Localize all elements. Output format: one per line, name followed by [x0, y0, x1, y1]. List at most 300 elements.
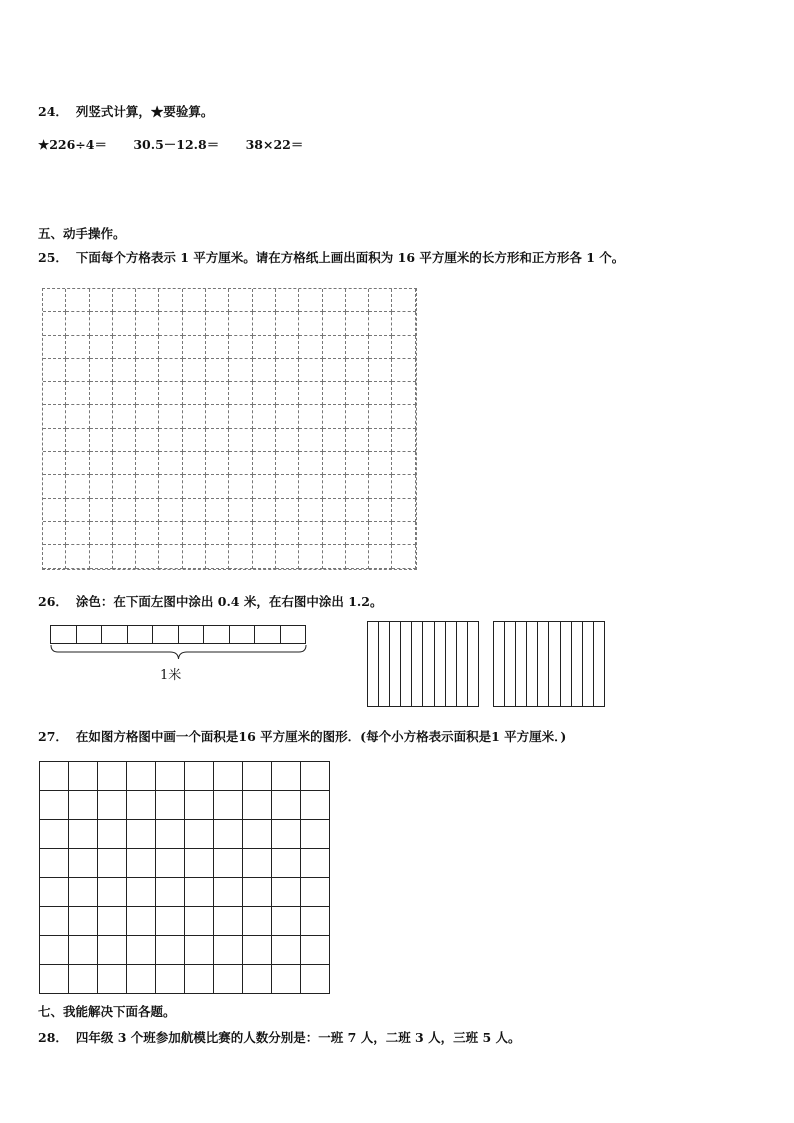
grid-cell[interactable]	[206, 336, 229, 359]
grid-cell[interactable]	[229, 382, 252, 405]
grid-cell[interactable]	[243, 965, 272, 994]
grid-cell[interactable]	[392, 499, 415, 522]
grid-cell[interactable]	[276, 429, 299, 452]
rectangle-bar[interactable]	[390, 622, 401, 706]
grid-cell[interactable]	[243, 936, 272, 965]
grid-cell[interactable]	[392, 336, 415, 359]
grid-cell[interactable]	[90, 312, 113, 335]
strip-segment[interactable]	[255, 625, 281, 644]
grid-cell[interactable]	[156, 936, 185, 965]
grid-cell[interactable]	[43, 382, 66, 405]
grid-cell[interactable]	[299, 475, 322, 498]
grid-cell[interactable]	[183, 312, 206, 335]
grid-cell[interactable]	[253, 359, 276, 382]
grid-cell[interactable]	[243, 791, 272, 820]
grid-cell[interactable]	[206, 475, 229, 498]
grid-cell[interactable]	[66, 475, 89, 498]
grid-cell[interactable]	[229, 359, 252, 382]
grid-cell[interactable]	[301, 762, 330, 791]
grid-cell[interactable]	[98, 791, 127, 820]
grid-cell[interactable]	[98, 936, 127, 965]
grid-cell[interactable]	[272, 762, 301, 791]
grid-cell[interactable]	[392, 545, 415, 568]
grid-cell[interactable]	[156, 878, 185, 907]
grid-cell[interactable]	[43, 545, 66, 568]
grid-cell[interactable]	[90, 522, 113, 545]
grid-cell[interactable]	[253, 312, 276, 335]
grid-cell[interactable]	[253, 452, 276, 475]
grid-cell[interactable]	[156, 849, 185, 878]
grid-cell[interactable]	[276, 475, 299, 498]
grid-cell[interactable]	[346, 429, 369, 452]
right-rectangle[interactable]	[493, 621, 605, 707]
grid-cell[interactable]	[301, 878, 330, 907]
grid-cell[interactable]	[127, 965, 156, 994]
grid-cell[interactable]	[183, 545, 206, 568]
grid-cell[interactable]	[323, 336, 346, 359]
grid-cell[interactable]	[66, 545, 89, 568]
grid-cell[interactable]	[90, 405, 113, 428]
grid-cell[interactable]	[183, 452, 206, 475]
rectangle-bar[interactable]	[561, 622, 572, 706]
rectangle-bar[interactable]	[583, 622, 594, 706]
grid-cell[interactable]	[243, 762, 272, 791]
rectangle-bar[interactable]	[446, 622, 457, 706]
grid-cell[interactable]	[369, 312, 392, 335]
grid-cell[interactable]	[69, 791, 98, 820]
grid-cell[interactable]	[156, 791, 185, 820]
grid-cell[interactable]	[272, 878, 301, 907]
grid-cell[interactable]	[127, 907, 156, 936]
grid-cell[interactable]	[185, 762, 214, 791]
grid-cell[interactable]	[299, 405, 322, 428]
grid-cell[interactable]	[272, 849, 301, 878]
grid-cell[interactable]	[301, 849, 330, 878]
grid-cell[interactable]	[253, 545, 276, 568]
grid-cell[interactable]	[369, 289, 392, 312]
grid-cell[interactable]	[113, 289, 136, 312]
strip-segment[interactable]	[204, 625, 230, 644]
grid-cell[interactable]	[392, 289, 415, 312]
grid-cell[interactable]	[299, 499, 322, 522]
grid-cell[interactable]	[214, 936, 243, 965]
grid-cell[interactable]	[90, 499, 113, 522]
grid-cell[interactable]	[69, 849, 98, 878]
grid-cell[interactable]	[276, 545, 299, 568]
grid-cell[interactable]	[276, 312, 299, 335]
grid-cell[interactable]	[90, 452, 113, 475]
grid-cell[interactable]	[346, 475, 369, 498]
grid-cell[interactable]	[229, 452, 252, 475]
grid-cell[interactable]	[40, 965, 69, 994]
grid-cell[interactable]	[66, 405, 89, 428]
grid-cell[interactable]	[253, 382, 276, 405]
grid-cell[interactable]	[136, 405, 159, 428]
grid-cell[interactable]	[369, 429, 392, 452]
grid-cell[interactable]	[43, 522, 66, 545]
grid-cell[interactable]	[272, 820, 301, 849]
grid-cell[interactable]	[98, 762, 127, 791]
grid-cell[interactable]	[40, 849, 69, 878]
grid-cell[interactable]	[98, 907, 127, 936]
grid-cell[interactable]	[214, 849, 243, 878]
grid-cell[interactable]	[323, 429, 346, 452]
grid-cell[interactable]	[392, 405, 415, 428]
grid-cell[interactable]	[253, 429, 276, 452]
grid-cell[interactable]	[43, 429, 66, 452]
grid-cell[interactable]	[69, 878, 98, 907]
grid-cell[interactable]	[272, 965, 301, 994]
grid-cell[interactable]	[156, 762, 185, 791]
grid-cell[interactable]	[69, 965, 98, 994]
grid-cell[interactable]	[369, 499, 392, 522]
rectangle-bar[interactable]	[435, 622, 446, 706]
rectangle-bar[interactable]	[423, 622, 434, 706]
grid-cell[interactable]	[98, 878, 127, 907]
left-rectangle[interactable]	[367, 621, 479, 707]
grid-cell[interactable]	[299, 545, 322, 568]
grid-cell[interactable]	[66, 499, 89, 522]
grid-cell[interactable]	[346, 499, 369, 522]
grid-cell[interactable]	[323, 499, 346, 522]
grid-cell[interactable]	[90, 359, 113, 382]
grid-cell[interactable]	[127, 849, 156, 878]
grid-cell[interactable]	[69, 762, 98, 791]
grid-cell[interactable]	[183, 405, 206, 428]
grid-cell[interactable]	[206, 522, 229, 545]
grid-cell[interactable]	[214, 762, 243, 791]
grid-cell[interactable]	[206, 452, 229, 475]
grid-cell[interactable]	[299, 382, 322, 405]
grid-cell[interactable]	[253, 475, 276, 498]
grid-cell[interactable]	[159, 429, 182, 452]
grid-cell[interactable]	[43, 289, 66, 312]
grid-cell[interactable]	[185, 936, 214, 965]
grid-cell[interactable]	[392, 429, 415, 452]
grid-cell[interactable]	[136, 312, 159, 335]
grid-cell[interactable]	[90, 545, 113, 568]
grid-cell[interactable]	[136, 499, 159, 522]
grid-cell[interactable]	[369, 405, 392, 428]
strip-segment[interactable]	[77, 625, 103, 644]
grid-cell[interactable]	[159, 289, 182, 312]
grid-cell[interactable]	[183, 359, 206, 382]
grid-cell[interactable]	[90, 475, 113, 498]
rectangle-bar[interactable]	[494, 622, 505, 706]
grid-cell[interactable]	[43, 475, 66, 498]
grid-cell[interactable]	[113, 545, 136, 568]
grid-cell[interactable]	[346, 405, 369, 428]
meter-strip[interactable]	[50, 625, 306, 644]
strip-segment[interactable]	[102, 625, 128, 644]
grid-cell[interactable]	[66, 289, 89, 312]
grid-cell[interactable]	[98, 820, 127, 849]
grid-cell[interactable]	[206, 382, 229, 405]
grid-cell[interactable]	[299, 312, 322, 335]
grid-cell[interactable]	[159, 475, 182, 498]
grid-cell[interactable]	[346, 452, 369, 475]
solid-grid-paper[interactable]	[39, 761, 330, 994]
rectangle-bar[interactable]	[412, 622, 423, 706]
grid-cell[interactable]	[206, 499, 229, 522]
grid-cell[interactable]	[229, 336, 252, 359]
grid-cell[interactable]	[392, 382, 415, 405]
strip-segment[interactable]	[128, 625, 154, 644]
grid-cell[interactable]	[229, 312, 252, 335]
grid-cell[interactable]	[392, 312, 415, 335]
grid-cell[interactable]	[253, 405, 276, 428]
grid-cell[interactable]	[369, 452, 392, 475]
rectangle-bar[interactable]	[572, 622, 583, 706]
grid-cell[interactable]	[43, 336, 66, 359]
grid-cell[interactable]	[229, 429, 252, 452]
grid-cell[interactable]	[206, 359, 229, 382]
rectangle-bar[interactable]	[594, 622, 604, 706]
grid-cell[interactable]	[253, 499, 276, 522]
grid-cell[interactable]	[183, 289, 206, 312]
rectangle-bar[interactable]	[527, 622, 538, 706]
grid-cell[interactable]	[323, 405, 346, 428]
grid-cell[interactable]	[185, 791, 214, 820]
grid-cell[interactable]	[183, 336, 206, 359]
grid-cell[interactable]	[272, 907, 301, 936]
strip-segment[interactable]	[51, 625, 77, 644]
grid-cell[interactable]	[323, 545, 346, 568]
grid-cell[interactable]	[214, 791, 243, 820]
dashed-grid-paper[interactable]	[42, 288, 417, 570]
grid-cell[interactable]	[323, 522, 346, 545]
grid-cell[interactable]	[229, 522, 252, 545]
grid-cell[interactable]	[66, 429, 89, 452]
grid-cell[interactable]	[98, 849, 127, 878]
grid-cell[interactable]	[276, 382, 299, 405]
strip-segment[interactable]	[230, 625, 256, 644]
grid-cell[interactable]	[185, 907, 214, 936]
rectangle-bar[interactable]	[457, 622, 468, 706]
grid-cell[interactable]	[127, 936, 156, 965]
grid-cell[interactable]	[346, 522, 369, 545]
grid-cell[interactable]	[243, 820, 272, 849]
grid-cell[interactable]	[40, 878, 69, 907]
grid-cell[interactable]	[243, 907, 272, 936]
grid-cell[interactable]	[276, 452, 299, 475]
grid-cell[interactable]	[159, 545, 182, 568]
grid-cell[interactable]	[127, 878, 156, 907]
grid-cell[interactable]	[392, 475, 415, 498]
grid-cell[interactable]	[69, 820, 98, 849]
grid-cell[interactable]	[156, 907, 185, 936]
grid-cell[interactable]	[90, 382, 113, 405]
grid-cell[interactable]	[183, 499, 206, 522]
grid-cell[interactable]	[136, 382, 159, 405]
rectangle-bar[interactable]	[468, 622, 478, 706]
grid-cell[interactable]	[214, 907, 243, 936]
grid-cell[interactable]	[346, 359, 369, 382]
grid-cell[interactable]	[40, 791, 69, 820]
grid-cell[interactable]	[40, 907, 69, 936]
grid-cell[interactable]	[159, 522, 182, 545]
rectangle-bar[interactable]	[401, 622, 412, 706]
strip-segment[interactable]	[281, 625, 307, 644]
grid-cell[interactable]	[253, 522, 276, 545]
grid-cell[interactable]	[346, 545, 369, 568]
grid-cell[interactable]	[127, 791, 156, 820]
grid-cell[interactable]	[214, 820, 243, 849]
grid-cell[interactable]	[136, 359, 159, 382]
grid-cell[interactable]	[301, 820, 330, 849]
grid-cell[interactable]	[346, 289, 369, 312]
grid-cell[interactable]	[243, 849, 272, 878]
grid-cell[interactable]	[113, 429, 136, 452]
grid-cell[interactable]	[43, 499, 66, 522]
grid-cell[interactable]	[136, 336, 159, 359]
grid-cell[interactable]	[276, 336, 299, 359]
grid-cell[interactable]	[253, 289, 276, 312]
grid-cell[interactable]	[276, 289, 299, 312]
grid-cell[interactable]	[66, 382, 89, 405]
grid-cell[interactable]	[299, 522, 322, 545]
grid-cell[interactable]	[346, 336, 369, 359]
grid-cell[interactable]	[40, 936, 69, 965]
grid-cell[interactable]	[159, 382, 182, 405]
grid-cell[interactable]	[301, 907, 330, 936]
grid-cell[interactable]	[69, 936, 98, 965]
grid-cell[interactable]	[214, 878, 243, 907]
grid-cell[interactable]	[214, 965, 243, 994]
grid-cell[interactable]	[301, 965, 330, 994]
grid-cell[interactable]	[323, 382, 346, 405]
grid-cell[interactable]	[299, 359, 322, 382]
grid-cell[interactable]	[392, 359, 415, 382]
grid-cell[interactable]	[229, 499, 252, 522]
grid-cell[interactable]	[136, 289, 159, 312]
grid-cell[interactable]	[206, 545, 229, 568]
grid-cell[interactable]	[113, 405, 136, 428]
grid-cell[interactable]	[272, 936, 301, 965]
grid-cell[interactable]	[369, 382, 392, 405]
grid-cell[interactable]	[40, 762, 69, 791]
grid-cell[interactable]	[66, 359, 89, 382]
grid-cell[interactable]	[66, 312, 89, 335]
grid-cell[interactable]	[98, 965, 127, 994]
grid-cell[interactable]	[43, 312, 66, 335]
grid-cell[interactable]	[323, 452, 346, 475]
rectangle-bar[interactable]	[505, 622, 516, 706]
grid-cell[interactable]	[66, 452, 89, 475]
grid-cell[interactable]	[229, 289, 252, 312]
grid-cell[interactable]	[43, 452, 66, 475]
grid-cell[interactable]	[90, 336, 113, 359]
grid-cell[interactable]	[369, 359, 392, 382]
grid-cell[interactable]	[66, 336, 89, 359]
grid-cell[interactable]	[66, 522, 89, 545]
grid-cell[interactable]	[183, 382, 206, 405]
grid-cell[interactable]	[185, 849, 214, 878]
grid-cell[interactable]	[276, 522, 299, 545]
grid-cell[interactable]	[113, 522, 136, 545]
grid-cell[interactable]	[113, 359, 136, 382]
grid-cell[interactable]	[276, 499, 299, 522]
grid-cell[interactable]	[156, 820, 185, 849]
grid-cell[interactable]	[369, 522, 392, 545]
strip-segment[interactable]	[179, 625, 205, 644]
grid-cell[interactable]	[136, 452, 159, 475]
grid-cell[interactable]	[392, 522, 415, 545]
grid-cell[interactable]	[253, 336, 276, 359]
grid-cell[interactable]	[113, 499, 136, 522]
rectangle-bar[interactable]	[516, 622, 527, 706]
grid-cell[interactable]	[127, 762, 156, 791]
rectangle-bar[interactable]	[538, 622, 549, 706]
grid-cell[interactable]	[323, 359, 346, 382]
grid-cell[interactable]	[276, 405, 299, 428]
grid-cell[interactable]	[346, 312, 369, 335]
grid-cell[interactable]	[346, 382, 369, 405]
strip-segment[interactable]	[153, 625, 179, 644]
grid-cell[interactable]	[369, 545, 392, 568]
grid-cell[interactable]	[392, 452, 415, 475]
grid-cell[interactable]	[159, 359, 182, 382]
grid-cell[interactable]	[369, 336, 392, 359]
grid-cell[interactable]	[69, 907, 98, 936]
grid-cell[interactable]	[183, 522, 206, 545]
grid-cell[interactable]	[136, 545, 159, 568]
rectangle-bar[interactable]	[379, 622, 390, 706]
grid-cell[interactable]	[159, 499, 182, 522]
grid-cell[interactable]	[113, 312, 136, 335]
grid-cell[interactable]	[243, 878, 272, 907]
grid-cell[interactable]	[113, 382, 136, 405]
grid-cell[interactable]	[113, 475, 136, 498]
grid-cell[interactable]	[299, 336, 322, 359]
grid-cell[interactable]	[299, 429, 322, 452]
grid-cell[interactable]	[90, 289, 113, 312]
grid-cell[interactable]	[185, 965, 214, 994]
grid-cell[interactable]	[159, 405, 182, 428]
grid-cell[interactable]	[40, 820, 69, 849]
rectangle-bar[interactable]	[368, 622, 379, 706]
grid-cell[interactable]	[185, 820, 214, 849]
grid-cell[interactable]	[301, 936, 330, 965]
grid-cell[interactable]	[229, 405, 252, 428]
grid-cell[interactable]	[323, 312, 346, 335]
grid-cell[interactable]	[369, 475, 392, 498]
grid-cell[interactable]	[301, 791, 330, 820]
grid-cell[interactable]	[136, 429, 159, 452]
grid-cell[interactable]	[159, 312, 182, 335]
grid-cell[interactable]	[299, 289, 322, 312]
grid-cell[interactable]	[229, 475, 252, 498]
grid-cell[interactable]	[159, 452, 182, 475]
rectangle-bar[interactable]	[549, 622, 560, 706]
grid-cell[interactable]	[229, 545, 252, 568]
grid-cell[interactable]	[136, 475, 159, 498]
grid-cell[interactable]	[156, 965, 185, 994]
grid-cell[interactable]	[43, 359, 66, 382]
grid-cell[interactable]	[127, 820, 156, 849]
grid-cell[interactable]	[113, 336, 136, 359]
grid-cell[interactable]	[90, 429, 113, 452]
grid-cell[interactable]	[272, 791, 301, 820]
grid-cell[interactable]	[185, 878, 214, 907]
grid-cell[interactable]	[206, 312, 229, 335]
grid-cell[interactable]	[206, 429, 229, 452]
grid-cell[interactable]	[43, 405, 66, 428]
grid-cell[interactable]	[159, 336, 182, 359]
grid-cell[interactable]	[183, 429, 206, 452]
grid-cell[interactable]	[206, 405, 229, 428]
grid-cell[interactable]	[323, 475, 346, 498]
